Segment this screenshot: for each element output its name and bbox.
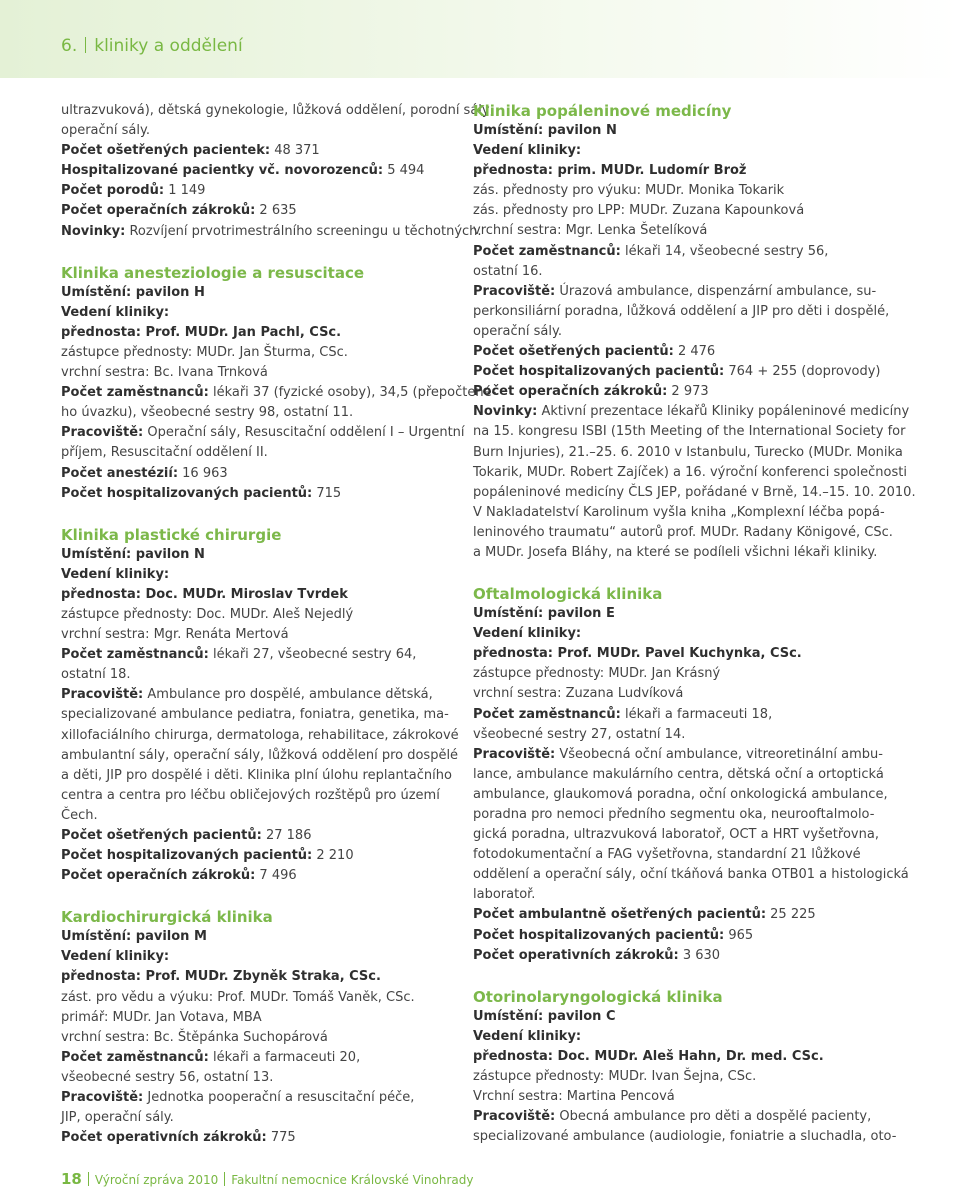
workplaces-cont: fotodokumentační a FAG vyšetřovna, standardní 21 lůžkové xyxy=(473,847,861,863)
workplaces-cont: lance, ambulance makulárního centra, dětská oční a ortoptická xyxy=(473,766,884,782)
stat-line: Počet ambulantně ošetřených pacientů: 25 225 xyxy=(473,907,816,923)
workplaces: Pracoviště: Ambulance pro dospělé, ambulance dětská, xyxy=(61,687,433,703)
section-title-ent: Otorinolaryngologická klinika xyxy=(473,987,723,1006)
stat-line: Počet anestézií: 16 963 xyxy=(61,465,228,481)
head-of-clinic: přednosta: Prof. MUDr. Jan Pachl, CSc. xyxy=(61,324,342,340)
page-number: 18 xyxy=(61,1170,82,1188)
chapter-divider xyxy=(85,37,86,53)
workplaces-cont: perkonsiliární poradna, lůžková oddělení a JIP pro děti i dospělé, xyxy=(473,303,890,319)
location: Umístění: pavilon H xyxy=(61,284,205,300)
stat-line: Počet ošetřených pacientů: 27 186 xyxy=(61,828,312,843)
workplaces-cont: JIP, operační sály. xyxy=(61,1110,174,1126)
leadership-label: Vedení kliniky: xyxy=(473,143,582,159)
workplaces-cont: specializované ambulance (audiologie, foniatrie a sluchadla, oto- xyxy=(473,1129,897,1145)
location: Umístění: pavilon N xyxy=(473,123,617,138)
workplaces-cont: oddělení a operační sály, oční tkáňová banka OTB01 a histologická xyxy=(473,867,909,883)
deputy: zástupce přednosty: MUDr. Ivan Šejna, CSc. xyxy=(473,1069,757,1085)
right-column xyxy=(473,101,916,1147)
workplaces-cont: a děti, JIP pro dospělé i děti. Klinika plní úlohu replantačního xyxy=(61,767,452,783)
location: Umístění: pavilon E xyxy=(473,606,615,622)
chapter-heading xyxy=(61,36,243,56)
location: Umístění: pavilon M xyxy=(61,929,207,945)
head-nurse: vrchní sestra: Mgr. Lenka Šetelíková xyxy=(473,223,708,239)
deputy: zástupce přednosty: MUDr. Jan Šturma, CSc. xyxy=(61,344,348,360)
staff-count-cont: ostatní 16. xyxy=(473,263,543,279)
stat-line: Počet hospitalizovaných pacientů: 764 + 255 (doprovody) xyxy=(473,364,881,380)
head-of-clinic: přednosta: Prof. MUDr. Pavel Kuchynka, CSc. xyxy=(473,646,802,662)
stat-line: Počet hospitalizovaných pacientů: 2 210 xyxy=(61,848,354,864)
staff-count: Počet zaměstnanců: lékaři a farmaceuti 20, xyxy=(61,1049,361,1065)
stat-line: Počet ošetřených pacientů: 2 476 xyxy=(473,344,716,360)
workplaces: Pracoviště: Úrazová ambulance, dispenzární ambulance, su- xyxy=(473,283,877,299)
stat-line: Počet operačních zákroků: 2 635 xyxy=(61,203,297,219)
leadership-label: Vedení kliniky: xyxy=(473,626,582,642)
workplaces-cont: xillofaciálního chirurga, dermatologa, rehabilitace, zákrokové xyxy=(61,727,459,743)
news-cont: Burn Injuries), 21.–25. 6. 2010 v Istanbulu, Turecko (MUDr. Monika xyxy=(473,444,903,460)
news-line: Novinky: Rozvíjení prvotrimestrálního screeningu u těchotných. xyxy=(61,223,482,239)
workplaces-cont: poradna pro nemoci předního segmentu oka, neurooftalmolo- xyxy=(473,807,875,822)
stat-line: Počet operačních zákroků: 2 973 xyxy=(473,384,709,400)
head-of-clinic: přednosta: Doc. MUDr. Aleš Hahn, Dr. med. CSc. xyxy=(473,1048,824,1064)
news-cont: popáleninové medicíny ČLS JEP, pořádané v Brně, 14.–15. 10. 2010. xyxy=(473,484,916,500)
news-cont: Tokarik, MUDr. Robert Zajíček) a 16. výroční konferenci společnosti xyxy=(473,464,907,480)
news-cont: na 15. kongresu ISBI (15th Meeting of the International Society for xyxy=(473,424,906,440)
staff-count: Počet zaměstnanců: lékaři 37 (fyzické osoby), 34,5 (přepočtené- xyxy=(61,385,497,401)
stat-line: Počet ošetřených pacientek: 48 371 xyxy=(61,143,320,159)
left-column xyxy=(61,101,497,1148)
head-of-clinic: přednosta: prim. MUDr. Ludomír Brož xyxy=(473,163,747,179)
workplaces: Pracoviště: Všeobecná oční ambulance, vitreoretinální ambu- xyxy=(473,746,883,762)
stat-line: Počet hospitalizovaných pacientů: 965 xyxy=(473,927,754,943)
deputy: zástupce přednosty: MUDr. Jan Krásný xyxy=(473,666,721,682)
section-title-burns: Klinika popáleninové medicíny xyxy=(473,102,732,120)
workplaces: Pracoviště: Obecná ambulance pro děti a dospělé pacienty, xyxy=(473,1109,872,1125)
spacer xyxy=(473,966,893,987)
workplaces-cont: laboratoř. xyxy=(473,887,536,903)
section-title-cardiac-surgery: Kardiochirurgická klinika xyxy=(61,908,273,927)
chapter-number: 6. xyxy=(61,36,78,56)
staff-count-cont: všeobecné sestry 27, ostatní 14. xyxy=(473,726,686,742)
stat-line: Hospitalizované pacientky vč. novorozenců: 5 494 xyxy=(61,163,425,179)
deputy: zástupce přednosty: Doc. MUDr. Aleš Nejedlý xyxy=(61,606,354,622)
leadership-label: Vedení kliniky: xyxy=(61,949,170,965)
news-cont: V Nakladatelství Karolinum vyšla kniha „Komplexní léčba popá- xyxy=(473,504,885,520)
head-of-clinic: přednosta: Prof. MUDr. Zbyněk Straka, CSc. xyxy=(61,969,381,985)
primary-physician: primář: MUDr. Jan Votava, MBA xyxy=(61,1009,262,1025)
workplaces-cont: ambulance, glaukomová poradna, oční onkologická ambulance, xyxy=(473,786,888,802)
spacer xyxy=(61,886,461,907)
footer-divider xyxy=(224,1172,225,1186)
staff-count: Počet zaměstnanců: lékaři a farmaceuti 18, xyxy=(473,706,773,722)
staff-count: Počet zaměstnanců: lékaři 27, všeobecné sestry 64, xyxy=(61,647,417,663)
workplaces-cont: centra a centra pro léčbu obličejových rozštěpů pro území xyxy=(61,787,440,803)
publication-title: Výroční zpráva 2010 xyxy=(94,1173,219,1187)
staff-count-cont: všeobecné sestry 56, ostatní 13. xyxy=(61,1069,274,1085)
stat-line: Počet operativních zákroků: 3 630 xyxy=(473,947,721,963)
deputy: zást. pro vědu a výuku: Prof. MUDr. Tomáš Vaněk, CSc. xyxy=(61,989,415,1005)
section-title-ophthalmology: Oftalmologická klinika xyxy=(473,585,663,604)
chapter-title: kliniky a oddělení xyxy=(94,36,243,56)
news-cont: leninového traumatu“ autorů prof. MUDr. Radany Königové, CSc. xyxy=(473,524,893,540)
workplaces: Pracoviště: Jednotka pooperační a resuscitační péče, xyxy=(61,1090,415,1106)
stat-line: Počet operačních zákroků: 7 496 xyxy=(61,868,297,884)
stat-line: Počet operativních zákroků: 775 xyxy=(61,1130,296,1146)
staff-count-cont: ostatní 18. xyxy=(61,667,131,683)
news-line: Novinky: Aktivní prezentace lékařů Kliniky popáleninové medicíny xyxy=(473,404,910,420)
deputy: zás. přednosty pro výuku: MUDr. Monika Tokarik xyxy=(473,183,785,199)
page-footer xyxy=(61,1170,473,1188)
intro-line: operační sály. xyxy=(61,123,150,139)
workplaces-cont: gická poradna, ultrazvuková laboratoř, OCT a HRT vyšetřovna, xyxy=(473,827,879,843)
section-title-plastic-surgery: Klinika plastické chirurgie xyxy=(61,525,282,544)
head-nurse: vrchní sestra: Bc. Ivana Trnková xyxy=(61,365,268,381)
leadership-label: Vedení kliniky: xyxy=(473,1028,582,1044)
location: Umístění: pavilon N xyxy=(61,546,205,562)
spacer xyxy=(61,242,461,263)
head-nurse: Vrchní sestra: Martina Pencová xyxy=(473,1089,675,1105)
location: Umístění: pavilon C xyxy=(473,1008,616,1024)
staff-count: Počet zaměstnanců: lékaři 14, všeobecné sestry 56, xyxy=(473,243,829,259)
spacer xyxy=(61,504,461,525)
head-nurse: vrchní sestra: Bc. Štěpánka Suchopárová xyxy=(61,1029,328,1045)
institution-name: Fakultní nemocnice Královské Vinohrady xyxy=(231,1173,474,1187)
workplaces-cont: ambulantní sály, operační sály, lůžková oddělení pro dospělé xyxy=(61,747,459,763)
leadership-label: Vedení kliniky: xyxy=(61,304,170,320)
head-nurse: vrchní sestra: Mgr. Renáta Mertová xyxy=(61,627,289,643)
head-nurse: vrchní sestra: Zuzana Ludvíková xyxy=(473,686,684,702)
section-title-anesthesiology: Klinika anesteziologie a resuscitace xyxy=(61,263,365,282)
workplaces-cont: příjem, Resuscitační oddělení II. xyxy=(61,445,268,461)
staff-count-cont: ho úvazku), všeobecné sestry 98, ostatní 11. xyxy=(61,405,354,421)
workplaces: Pracoviště: Operační sály, Resuscitační oddělení I – Urgentní xyxy=(61,425,465,441)
spacer xyxy=(473,563,893,584)
workplaces-cont: specializované ambulance pediatra, foniatra, genetika, ma- xyxy=(61,707,449,723)
stat-line: Počet hospitalizovaných pacientů: 715 xyxy=(61,485,342,501)
stat-line: Počet porodů: 1 149 xyxy=(61,183,206,199)
head-of-clinic: přednosta: Doc. MUDr. Miroslav Tvrdek xyxy=(61,586,348,602)
workplaces-cont: operační sály. xyxy=(473,323,562,339)
footer-divider xyxy=(88,1172,89,1186)
intro-line: ultrazvuková), dětská gynekologie, lůžková oddělení, porodní sály, xyxy=(61,103,494,118)
workplaces-cont: Čech. xyxy=(61,807,98,823)
deputy: zás. přednosty pro LPP: MUDr. Zuzana Kapounková xyxy=(473,203,805,219)
news-cont: a MUDr. Josefa Bláhy, na které se podíleli všichni lékaři kliniky. xyxy=(473,544,878,560)
leadership-label: Vedení kliniky: xyxy=(61,566,170,582)
